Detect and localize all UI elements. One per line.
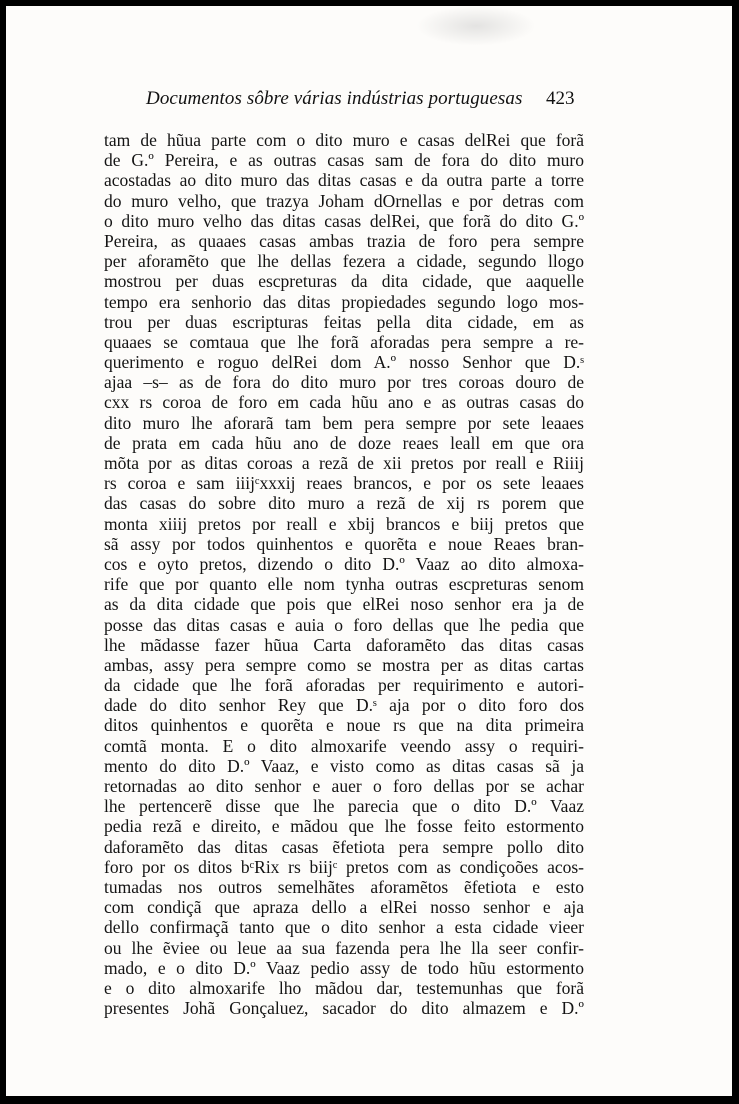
text-line: ajaa –s– as de fora do dito muro por tres coroas douro de xyxy=(104,372,584,393)
text-line: dade do dito senhor Rey que D.ˢ aja por o dito foro dos xyxy=(104,695,584,716)
body-text xyxy=(104,130,584,1018)
text-line: cxx rs coroa de foro em cada hũu ano e as outras casas do xyxy=(104,392,584,413)
text-line: o dito muro velho das ditas casas delRei, que forã do dito G.º xyxy=(104,210,584,231)
text-line: querimento e roguo delRei dom A.º nosso Senhor que D.ˢ xyxy=(104,352,584,373)
running-title: Documentos sôbre várias indústrias portuguesas xyxy=(146,88,523,109)
text-line: das casas do sobre dito muro a rezã de xij rs porem que xyxy=(104,493,584,514)
running-header xyxy=(6,88,732,118)
text-line: foro por os ditos bᶜRix rs biijᶜ pretos com as condiçoões acos- xyxy=(104,856,584,877)
text-line: mado, e o dito D.º Vaaz pedio assy de todo hũu estormento xyxy=(104,957,584,978)
text-line: dito muro lhe aforarã tam bem pera sempre por sete leaaes xyxy=(104,412,584,433)
text-line: retornadas ao dito senhor e auer o foro dellas por se achar xyxy=(104,776,584,796)
text-line: sã assy por todos quinhentos e quorẽta e noue Reaes bran- xyxy=(104,533,584,554)
text-line: as da dita cidade que pois que elRei noso senhor era ja de xyxy=(104,594,584,615)
text-line: tempo era senhorio das ditas propiedades segundo logo mos- xyxy=(104,291,584,312)
text-line: lhe mãdasse fazer hũua Carta daforamẽto das ditas casas xyxy=(104,634,584,655)
text-line: lhe pertencerẽ disse que lhe parecia que o dito D.º Vaaz xyxy=(104,796,584,817)
text-line: dello confirmaçã tanto que o dito senhor a esta cidade vieer xyxy=(104,917,584,938)
text-line: ou lhe ẽviee ou leue aa sua fazenda pera lhe lla seer confir- xyxy=(104,937,584,958)
text-line: mõta por as ditas coroas a rezã de xii pretos por reall e Riiij xyxy=(104,453,584,473)
text-line: Pereira, as quaaes casas ambas trazia de foro pera sempre xyxy=(104,230,584,251)
page-number: 423 xyxy=(546,88,575,109)
text-line: com condiçã que apraza dello a elRei nosso senhor e aja xyxy=(104,897,584,918)
text-line: tam de hũua parte com o dito muro e casas delRei que forã xyxy=(104,130,584,150)
text-line: cos e oyto pretos, dizendo o dito D.º Vaaz ao dito almoxa- xyxy=(104,553,584,574)
text-line: trou per duas escripturas feitas pella dita cidade, em as xyxy=(104,311,584,332)
text-line: per aforamẽto que lhe dellas fezera a cidade, segundo llogo xyxy=(104,251,584,272)
page-smudge xyxy=(416,6,536,46)
text-line: rife que por quanto elle nom tynha outras escpreturas senom xyxy=(104,574,584,595)
text-line: monta xiiij pretos por reall e xbij brancos e biij pretos que xyxy=(104,513,584,534)
text-line: presentes Johã Gonçaluez, sacador do dito almazem e D.º xyxy=(104,998,584,1019)
text-line: comtã monta. E o dito almoxarife veendo assy o requiri- xyxy=(104,735,584,756)
text-line: rs coroa e sam iiijᶜxxxij reaes brancos, e por os sete leaaes xyxy=(104,473,584,494)
text-line: mostrou per duas escpreturas da dita cidade, que aaquelle xyxy=(104,271,584,292)
text-line: quaaes se comtaua que lhe forã aforadas pera sempre a re- xyxy=(104,331,584,352)
text-line: mento do dito D.º Vaaz, e visto como as ditas casas sã ja xyxy=(104,755,584,776)
text-line: ambas, assy pera sempre como se mostra per as ditas cartas xyxy=(104,654,584,675)
book-page xyxy=(6,6,732,1096)
text-line: de prata em cada hũu ano de doze reaes leall em que ora xyxy=(104,432,584,453)
text-line: acostadas ao dito muro das ditas casas e da outra parte a torre xyxy=(104,170,584,191)
text-line: posse das ditas casas e auia o foro dellas que lhe pedia que xyxy=(104,614,584,635)
text-line: de G.º Pereira, e as outras casas sam de fora do dito muro xyxy=(104,150,584,171)
text-line: do muro velho, que trazya Joham dOrnellas e por detras com xyxy=(104,190,584,211)
text-line: tumadas nos outros semelhãtes aforamẽtos ẽfetiota e esto xyxy=(104,876,584,897)
text-line: ditos quinhentos e quorẽta e noue rs que na dita primeira xyxy=(104,715,584,736)
text-line: da cidade que lhe forã aforadas per requirimento e autori- xyxy=(104,675,584,696)
text-line: e o dito almoxarife lho mãdou dar, testemunhas que forã xyxy=(104,977,584,998)
text-line: pedia rezã e direito, e mãdou que lhe fosse feito estormento xyxy=(104,816,584,837)
text-line: daforamẽto das ditas casas ẽfetiota pera sempre pollo dito xyxy=(104,836,584,857)
